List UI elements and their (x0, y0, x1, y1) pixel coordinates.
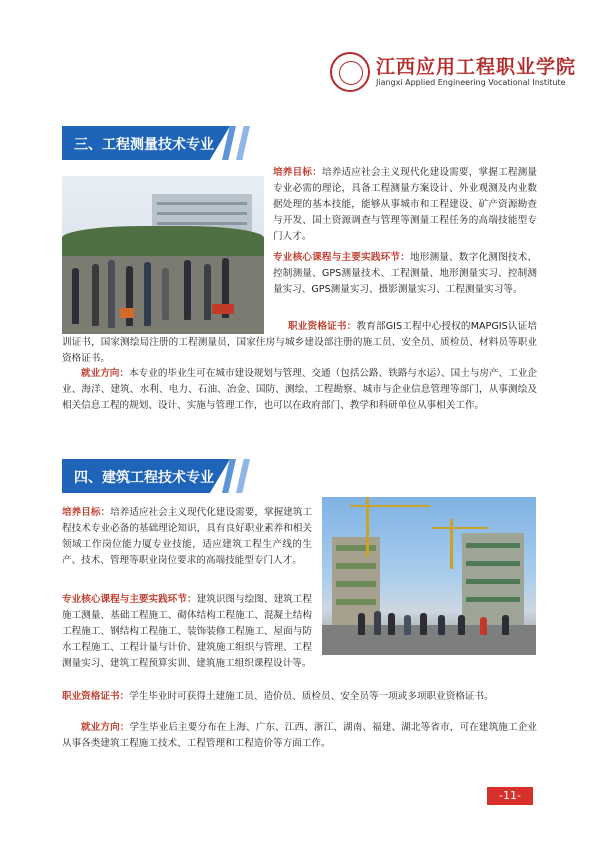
page-number: -11- (487, 787, 533, 805)
construction-site-photo (322, 497, 536, 655)
school-name-cn: 江西应用工程职业学院 (376, 56, 577, 78)
section3-career (62, 366, 537, 414)
section3-goal-text: 培养适应社会主义现代化建设需要，掌握工程测量专业必需的理论，具备工程测量方案设计、外业观测及内业数据处理的基本技能，能够从事城市和工程建设、矿产资源勘查与开发、国土资源调查与管理等测量工程任务的高端技能型专门人才。 (273, 167, 538, 242)
section4-career (62, 720, 537, 752)
section4-goal (62, 505, 312, 569)
section4-cert-text: 学生毕业时可获得土建施工员、造价员、质检员、安全员等一项或多项职业资格证书。 (129, 691, 494, 702)
school-name-en: Jiangxi Applied Engineering Vocational Institute (376, 78, 566, 87)
section4-goal-label: 培养目标： (62, 507, 111, 518)
section3-cert-label: 职业资格证书： (288, 321, 357, 332)
section4-career-label: 就业方向： (81, 722, 130, 733)
surveying-students-photo (62, 176, 264, 334)
section4-title-bar (62, 459, 252, 493)
section4-goal-text: 培养适应社会主义现代化建设需要，掌握建筑工程技术专业必备的基础理论知识，具有良好职业素养和相关领域工作岗位能力厦专业技能，适应建筑工程生产线的生产、技术、管理等职业岗位要求的高端技能型专门人才。 (62, 507, 313, 566)
section3-career-text: 本专业的毕业生可在城市建设规划与管理、交通（包括公路、铁路与水运）、国土与房产、工业企业、海洋、建筑、水利、电力、石油、冶金、国防、测绘、工程勘察、城市与企业信息管理等部门，从事测绘及相关信息工程的规划、设计、实施与管理工作，也可以在政府部门、教学和科研单位从事相关工作。 (62, 368, 538, 411)
section3-title: 三、工程测量技术专业 (74, 137, 214, 153)
section4-courses-text: 建筑识图与绘图、建筑工程施工测量、基础工程施工、砌体结构工程施工、混凝土结构工程施工、钢结构工程施工、装饰装修工程施工、屋面与防水工程施工、工程计量与计价、建筑施工组织与管理、工程测量实习、建筑工程预算实训、建筑施工组织课程设计等。 (62, 594, 313, 669)
section4-title: 四、建筑工程技术专业 (74, 470, 214, 486)
section3-career-label: 就业方向： (81, 368, 130, 379)
section4-courses-label: 专业核心课程与主要实践环节： (62, 594, 197, 605)
section4-cert (62, 689, 537, 705)
section3-courses-label: 专业核心课程与主要实践环节： (273, 252, 410, 263)
section3-cert-text: 教育部GIS工程中心授权的MAPGIS认证培训证书，国家测绘局注册的工程测量员，国家住房与城乡建设部注册的施工员、安全员、质检员、材料员等职业资格证书。 (62, 321, 537, 364)
section3-goal (273, 165, 537, 245)
section4-cert-label: 职业资格证书： (62, 691, 130, 702)
section3-title-bar (62, 126, 252, 160)
section4-courses (62, 592, 312, 672)
section3-courses-text: 地形测量、数字化测图技术、控制测量、GPS测量技术、工程测量、地形测量实习、控制测量实习、GPS测量实习、摄影测量实习、工程测量实习等。 (273, 252, 538, 295)
section4-career-text: 学生毕业后主要分布在上海、广东、江西、浙江、湖南、福建、湖北等省市，可在建筑施工企业从事各类建筑工程施工技术、工程管理和工程造价等方面工作。 (62, 722, 538, 749)
section3-goal-label: 培养目标： (273, 167, 322, 178)
school-seal-icon (330, 52, 370, 92)
section3-cert (62, 319, 537, 367)
school-header (330, 50, 577, 102)
section3-courses (273, 250, 537, 298)
